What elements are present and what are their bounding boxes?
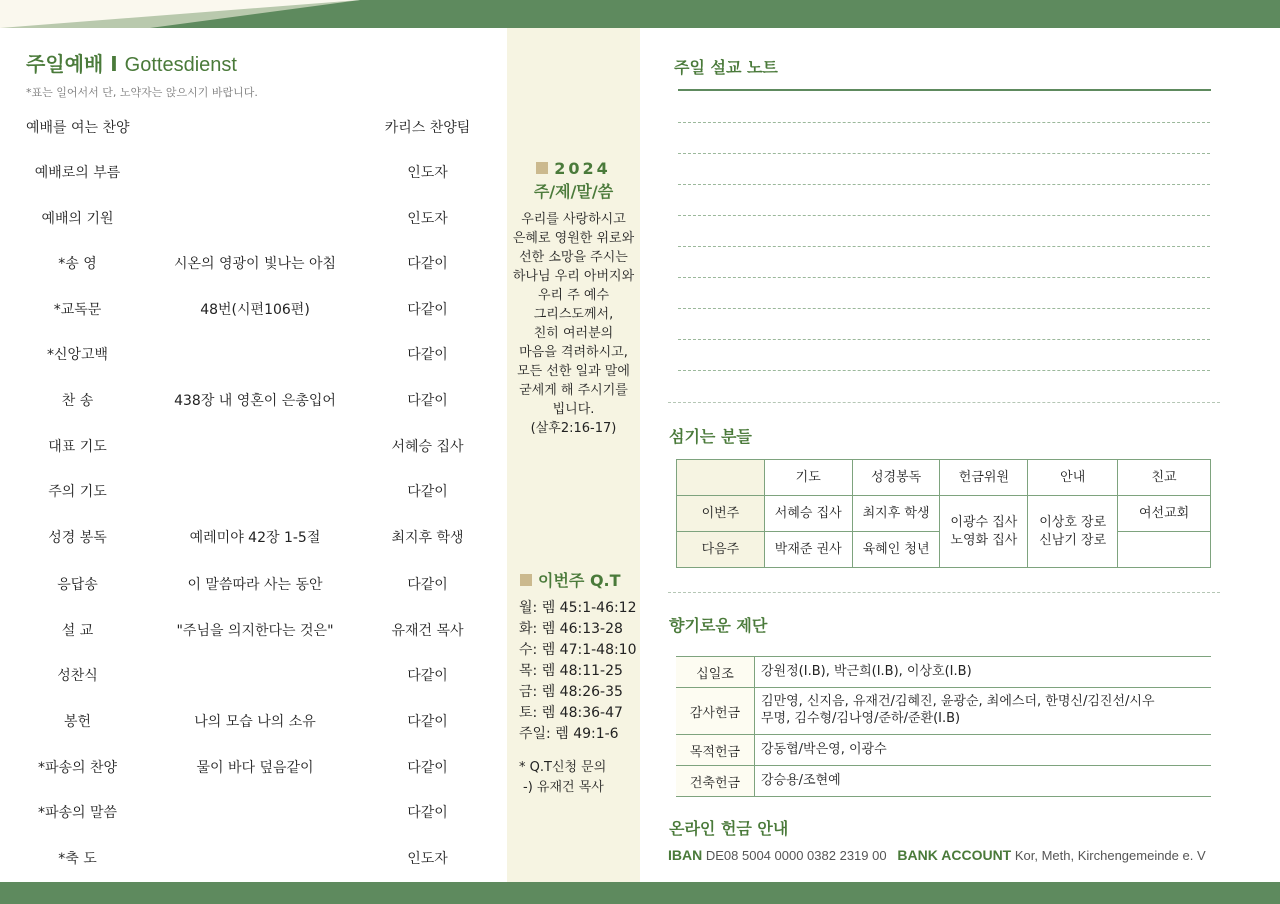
offering-label: 건축헌금 [676, 766, 755, 797]
order-row [0, 757, 505, 781]
verse-line: 은혜로 영원한 위로와 [512, 231, 635, 246]
offering-names: 강동협/박은영, 이광수 [755, 735, 1212, 766]
order-leader: 다같이 [407, 302, 448, 318]
verse-line: 우리 주 예수 [537, 288, 610, 303]
servers-title: 섬기는 분들 [669, 427, 752, 446]
theme-label: 주/제/말/씀 [533, 182, 614, 201]
order-leader: 서혜승 집사 [391, 439, 464, 455]
verse-line: 친히 여러분의 [533, 326, 614, 341]
verse-line: 하나님 우리 아버지와 [512, 269, 635, 284]
service-title-separator: I [110, 52, 118, 76]
usher-name: 신남기 장로 [1039, 532, 1107, 548]
sermon-notes-title: 주일 설교 노트 [674, 58, 778, 77]
order-item: 예배를 여는 찬양 [26, 120, 130, 136]
order-leader: 다같이 [407, 347, 448, 363]
qt-reading: 목: 렘 48:11-25 [519, 663, 623, 679]
offering-label: 감사헌금 [676, 688, 755, 735]
order-item: *파송의 찬양 [37, 760, 118, 776]
fellowship-this-week: 여선교회 [1118, 496, 1211, 532]
order-content: 시온의 영광이 빛나는 아침 [173, 256, 337, 272]
offering-row [676, 735, 1211, 766]
order-content: "주님을 의지한다는 것은" [176, 623, 334, 639]
reading-next-week: 육혜인 청년 [852, 532, 940, 568]
note-line [678, 339, 1210, 340]
order-row [0, 802, 505, 826]
qt-reading: 금: 렘 48:26-35 [519, 684, 623, 700]
order-leader: 다같이 [407, 805, 448, 821]
order-leader: 다같이 [407, 577, 448, 593]
note-line [678, 308, 1210, 309]
online-giving-title: 온라인 헌금 안내 [669, 819, 789, 838]
order-leader: 인도자 [407, 211, 448, 227]
usher-name: 이상호 장로 [1039, 514, 1107, 530]
order-leader: 다같이 [407, 484, 448, 500]
service-title-german: Gottesdienst [124, 54, 237, 76]
this-week-label: 이번주 [677, 496, 765, 532]
order-item: 찬 송 [61, 393, 94, 409]
order-row [0, 117, 505, 141]
iban-label: IBAN [668, 847, 703, 863]
offerings-title: 향기로운 제단 [669, 616, 768, 635]
order-row [0, 344, 505, 368]
qt-title: 이번주 Q.T [538, 571, 621, 590]
offering-row [676, 688, 1211, 735]
offering-staff-name: 노영화 집사 [950, 532, 1018, 548]
prayer-this-week: 서혜승 집사 [764, 496, 852, 532]
order-item: 응답송 [57, 577, 98, 593]
servers-header: 친교 [1118, 460, 1211, 496]
bank-account-label: BANK ACCOUNT [897, 847, 1012, 863]
qt-reading: 주일: 렘 49:1-6 [519, 726, 619, 742]
order-leader: 다같이 [407, 393, 448, 409]
order-leader: 최지후 학생 [391, 530, 464, 546]
note-line [678, 277, 1210, 278]
reading-this-week: 최지후 학생 [852, 496, 940, 532]
order-item: *송 영 [58, 256, 97, 272]
order-item: 예배로의 부름 [34, 165, 121, 181]
service-title [26, 48, 237, 77]
qt-reading: 화: 렘 46:13-28 [519, 621, 623, 637]
verse-line: 우리를 사랑하시고 [521, 212, 626, 227]
ushers-cell [1028, 496, 1118, 568]
note-line [678, 370, 1210, 371]
order-content: 48번(시편106편) [200, 302, 310, 318]
verse-line: 굳세게 해 주시기를 [519, 383, 628, 398]
order-row [0, 390, 505, 414]
section-divider [668, 592, 1220, 593]
verse-line: 마음을 격려하시고, [519, 345, 628, 360]
qt-reading: 수: 렘 47:1-48:10 [519, 642, 637, 658]
note-line [678, 122, 1210, 123]
note-line [678, 246, 1210, 247]
order-content: 나의 모습 나의 소유 [194, 714, 316, 730]
note-line [678, 153, 1210, 154]
order-leader: 다같이 [407, 256, 448, 272]
order-item: 성찬식 [57, 668, 98, 684]
order-row [0, 574, 505, 598]
theme-year: 2024 [554, 159, 611, 178]
order-item: *신앙고백 [46, 347, 109, 363]
top-decorative-band [0, 0, 1280, 28]
offering-names: 강승용/조현예 [755, 766, 1212, 797]
theme-year-heading [507, 159, 640, 178]
prayer-next-week: 박재준 권사 [764, 532, 852, 568]
order-row [0, 527, 505, 551]
order-leader: 카리스 찬양팀 [384, 120, 471, 136]
order-row [0, 481, 505, 505]
offering-staff-name: 이광수 집사 [950, 514, 1018, 530]
order-row [0, 436, 505, 460]
verse-reference: (살후2:16-17) [530, 421, 617, 436]
qt-inquiry-contact: -) 유재건 목사 [523, 780, 604, 795]
offerings-table [676, 656, 1211, 797]
servers-header: 성경봉독 [852, 460, 940, 496]
bottom-decorative-band [0, 882, 1280, 904]
offering-label: 목적헌금 [676, 735, 755, 766]
order-leader: 인도자 [407, 851, 448, 867]
servers-corner-cell [677, 460, 765, 496]
offering-names [755, 688, 1212, 735]
order-row [0, 620, 505, 644]
bank-account-value: Kor, Meth, Kirchengemeinde e. V [1014, 848, 1206, 863]
servers-header: 안내 [1028, 460, 1118, 496]
offering-names: 강원정(I.B), 박근희(I.B), 이상호(I.B) [755, 657, 1212, 688]
order-leader: 다같이 [407, 714, 448, 730]
order-content: 이 말씀따라 사는 동안 [187, 577, 323, 593]
fellowship-next-week [1118, 532, 1211, 568]
order-leader: 다같이 [407, 668, 448, 684]
note-line [678, 184, 1210, 185]
next-week-label: 다음주 [677, 532, 765, 568]
iban-value: DE08 5004 0000 0382 2319 00 [705, 848, 887, 863]
servers-this-week-row [677, 496, 1211, 532]
qt-reading: 월: 렘 45:1-46:12 [519, 600, 637, 616]
order-item: *파송의 말씀 [37, 805, 118, 821]
verse-line: 그리스도께서, [533, 307, 614, 322]
order-item: *교독문 [53, 302, 102, 318]
offering-row [676, 657, 1211, 688]
order-item: 봉헌 [63, 714, 92, 730]
verse-line: 빕니다. [552, 402, 595, 417]
servers-header-row [677, 460, 1211, 496]
offering-row [676, 766, 1211, 797]
order-row [0, 299, 505, 323]
order-leader: 인도자 [407, 165, 448, 181]
order-row [0, 848, 505, 872]
verse-line: 모든 선한 일과 말에 [517, 364, 630, 379]
sermon-notes-rule [678, 89, 1211, 91]
service-title-korean: 주일예배 [26, 52, 104, 76]
order-item: 설 교 [61, 623, 94, 639]
offering-label: 십일조 [676, 657, 755, 688]
qt-reading: 토: 렘 48:36-47 [519, 705, 623, 721]
standing-note: *표는 일어서서 단, 노약자는 앉으시기 바랍니다. [26, 86, 258, 99]
order-item: 성경 봉독 [48, 530, 107, 546]
offering-staff-cell [940, 496, 1028, 568]
square-bullet-icon [520, 574, 532, 586]
offering-names-line: 김만영, 신지음, 유재건/김혜진, 윤광순, 최에스더, 한명신/김진선/시우 [761, 694, 1155, 710]
servers-header: 헌금위원 [940, 460, 1028, 496]
order-leader: 유재건 목사 [391, 623, 464, 639]
order-row [0, 162, 505, 186]
order-row [0, 711, 505, 735]
order-item: *축 도 [58, 851, 97, 867]
order-item: 주의 기도 [48, 484, 107, 500]
qt-inquiry-note: * Q.T신청 문의 [519, 760, 607, 775]
order-row [0, 665, 505, 689]
square-bullet-icon [536, 162, 548, 174]
order-row [0, 208, 505, 232]
servers-table [676, 459, 1211, 568]
offering-names-line: 무명, 김수형/김나영/준하/준환(I.B) [761, 711, 961, 726]
order-content: 물이 바다 덮음같이 [196, 760, 314, 776]
order-item: 예배의 기원 [41, 211, 114, 227]
order-item: 대표 기도 [48, 439, 107, 455]
verse-line: 선한 소망을 주시는 [519, 250, 628, 265]
section-divider [668, 402, 1220, 403]
servers-header: 기도 [764, 460, 852, 496]
order-row [0, 253, 505, 277]
theme-column [507, 28, 640, 882]
order-leader: 다같이 [407, 760, 448, 776]
order-content: 438장 내 영혼이 은총입어 [174, 393, 336, 409]
note-line [678, 215, 1210, 216]
order-content: 예레미야 42장 1-5절 [189, 530, 321, 546]
bank-details [668, 847, 1206, 863]
qt-heading [520, 568, 621, 591]
